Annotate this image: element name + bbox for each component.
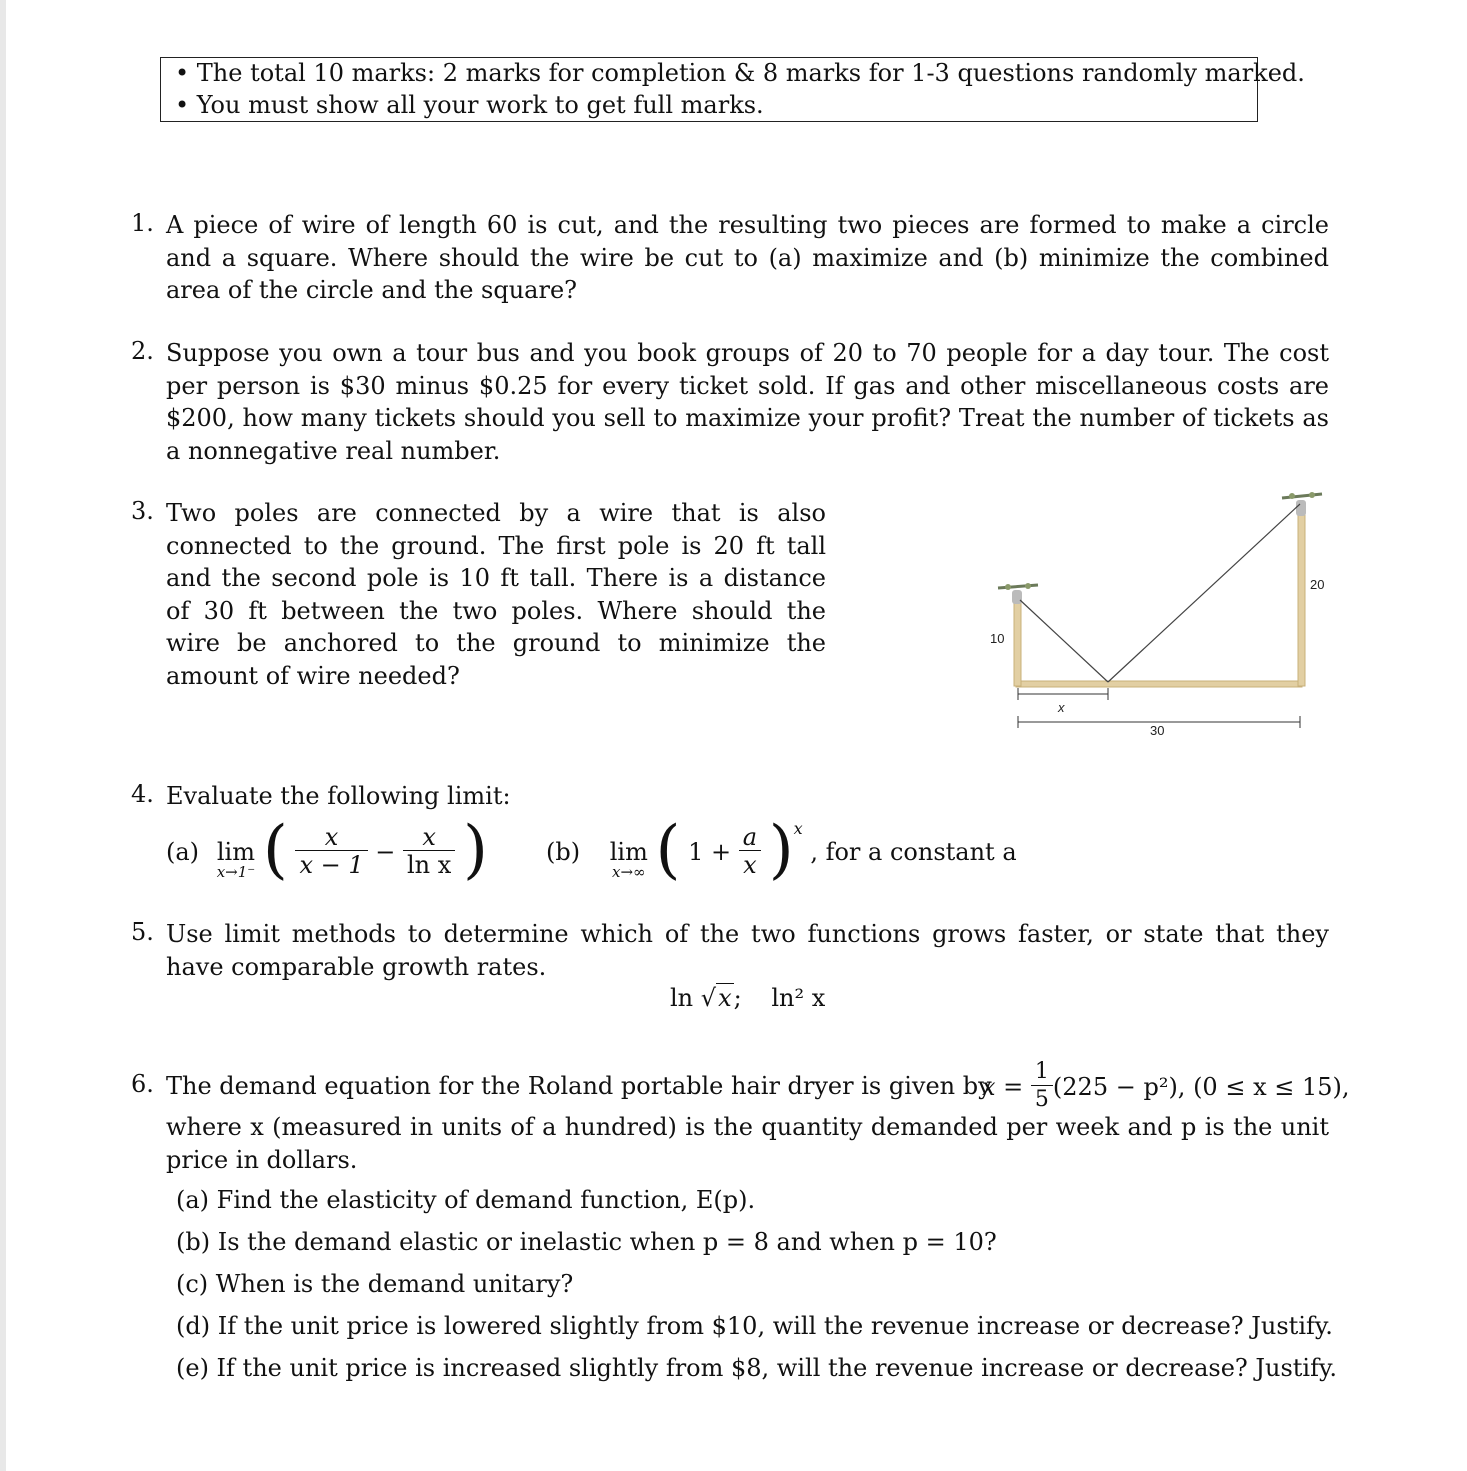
q5-f1-arg: x [718, 984, 732, 1012]
notice-box [160, 57, 1305, 122]
poles-figure [980, 480, 1340, 750]
q6-eq-num: 1 [1034, 1059, 1049, 1084]
label-distance: 30 [1150, 723, 1165, 738]
q4a-den1: x − 1 [295, 850, 367, 879]
q6-eq-rhs: (225 − p²), (0 ≤ x ≤ 15), [1052, 1073, 1350, 1101]
q4b-lim-sub: x→∞ [612, 862, 646, 881]
q4-number: 4. [131, 780, 154, 808]
q2-number: 2. [131, 337, 154, 365]
q4a-minus: − [375, 838, 396, 866]
q6-part-d: (d) If the unit price is lowered slightly from $10, will the revenue increase or decrease? Justify. [176, 1312, 1333, 1340]
q4b-label: (b) [546, 838, 581, 866]
q2-text: Suppose you own a tour bus and you book groups of 20 to 70 people for a day tour. The cost per person is $30 minus $0.25 for every ticket sold. If gas and other miscellaneous costs are $200, how many tickets should you sell to maximize your profit? Treat the number of tickets as a nonnegative real number. [166, 339, 1329, 465]
q4a-paren-open: ( [262, 812, 288, 887]
q4a-frac-2 [403, 824, 455, 879]
q4a-num2: x [422, 823, 436, 851]
label-x: x [1058, 700, 1065, 715]
q4a-lim-word: lim [216, 837, 255, 866]
q3-text: Two poles are connected by a wire that is also connected to the ground. The first pole is 20 ft tall and the second pole is 10 ft tall. There is a distance of 30 ft between the two poles. Where should the wire be anchored to the ground to minimize the amount of wire needed? [166, 499, 826, 690]
q5-f2: ln² x [771, 984, 826, 1012]
q6-part-c: (c) When is the demand unitary? [176, 1270, 574, 1298]
label-left-pole: 10 [990, 631, 1005, 646]
q4b-one-plus: 1 + [688, 838, 732, 866]
q1-text: A piece of wire of length 60 is cut, and the resulting two pieces are formed to make a circle and a square. Where should the wire be cut to (a) maximize and (b) minimize the combined area of the circle and the square? [166, 211, 1329, 304]
q6-eq-lhs: x = [982, 1073, 1024, 1101]
q4b-paren-close: ) [768, 812, 794, 887]
page-edge [0, 0, 6, 1471]
left-pole [1014, 598, 1021, 686]
right-pole [1298, 510, 1305, 686]
left-pole-top-icon [998, 583, 1038, 604]
q4a-paren-close: ) [462, 812, 488, 887]
q4b-paren-open: ( [655, 812, 681, 887]
q4-text: Evaluate the following limit: [166, 782, 511, 810]
label-right-pole: 20 [1310, 577, 1325, 592]
q4b-frac [739, 824, 761, 879]
q4a-limit [216, 837, 256, 881]
q4-part-b [546, 812, 1017, 895]
q4a-label: (a) [166, 838, 200, 866]
q6-eq-frac [1031, 1059, 1053, 1114]
q6-part-b: (b) Is the demand elastic or inelastic when p = 8 and when p = 10? [176, 1228, 997, 1256]
notice-line-1: • The total 10 marks: 2 marks for completion & 8 marks for 1-3 questions randomly marked. [175, 59, 1305, 87]
right-pole-top-icon [1282, 492, 1322, 516]
q4a-frac-1 [295, 824, 367, 879]
wire-right [1108, 504, 1300, 682]
q6-number: 6. [131, 1070, 154, 1098]
q4b-lim-word: lim [609, 837, 648, 866]
q4b-den: x [739, 850, 761, 879]
q4a-num1: x [324, 823, 339, 851]
q4a-lim-sub: x→1⁻ [216, 862, 256, 881]
q6-eq-den: 5 [1031, 1085, 1053, 1114]
q6-part-a: (a) Find the elasticity of demand function, E(p). [176, 1186, 756, 1214]
q6-intro: The demand equation for the Roland portable hair dryer is given by [166, 1072, 992, 1100]
q4b-tail: , for a constant a [810, 838, 1017, 866]
q6-part-e: (e) If the unit price is increased slightly from $8, will the revenue increase or decrease? Justify. [176, 1354, 1337, 1382]
notice-line-2: • You must show all your work to get full marks. [175, 91, 764, 119]
q5-functions: ln √x; ln² x [670, 984, 826, 1012]
q4-part-a [166, 812, 488, 892]
q4b-limit [609, 837, 648, 881]
q4b-num: a [742, 823, 758, 851]
q4b-exponent: x [793, 819, 803, 838]
q4a-den2: ln x [403, 850, 455, 879]
wire-left [1020, 600, 1108, 682]
q6-text-rest: where x (measured in units of a hundred) is the quantity demanded per week and p is the unit price in dollars. [166, 1113, 1329, 1174]
q3-number: 3. [131, 497, 154, 525]
q1-number: 1. [131, 209, 154, 237]
q5-text: Use limit methods to determine which of the two functions grows faster, or state that they have comparable growth rates. [166, 920, 1329, 981]
q5-number: 5. [131, 918, 154, 946]
ground [1016, 681, 1302, 687]
q5-f1-ln: ln [670, 984, 694, 1012]
q5-separator: ; [733, 984, 742, 1012]
